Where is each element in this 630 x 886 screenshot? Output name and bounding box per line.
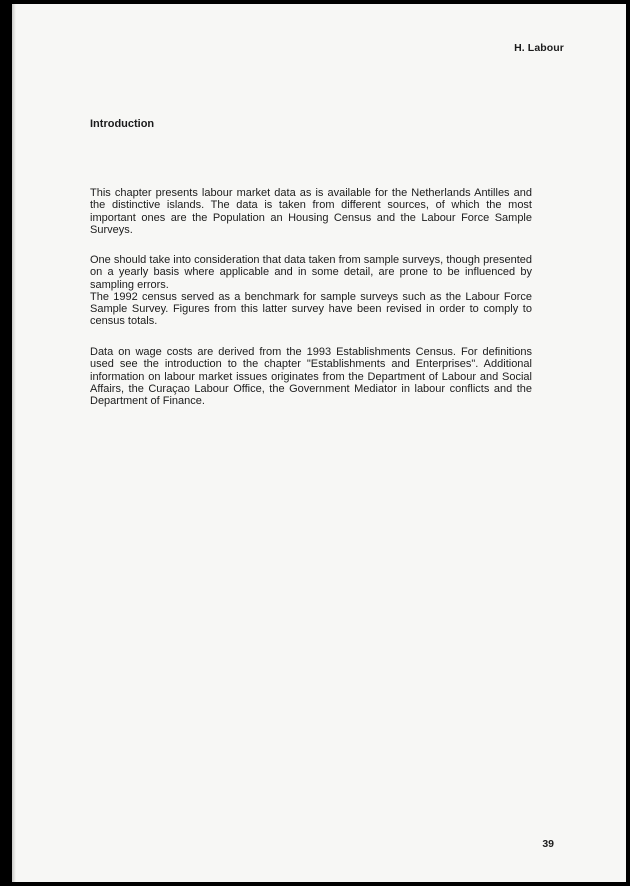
paragraph-wage-costs	[90, 346, 532, 407]
section-title: Introduction	[90, 118, 155, 130]
paragraph-text: One should take into consideration that data taken from sample surveys, though presented on a yearly basis where applicable and in some detail, are prone to be influenced by sampling errors.	[90, 254, 532, 291]
running-head: H. Labour	[514, 42, 564, 54]
paragraph-text: The 1992 census served as a benchmark for sample surveys such as the Labour Force Sample Survey. Figures from this latter survey have been revised in order to comply to census totals.	[90, 290, 532, 328]
binding-edge	[12, 4, 16, 882]
paragraph-sources	[90, 187, 532, 236]
document-page	[12, 4, 626, 882]
page-number: 39	[542, 838, 554, 850]
paragraph-sampling	[90, 254, 532, 328]
paragraph-text: Data on wage costs are derived from the 1993 Establishments Census. For definitions used see the introduction to the chapter "Establishments and Enterprises". Additional information on labour market issues originates from the Department of Labour and Social Affairs, the Curaçao Labour Office, the Government Mediator in labour conflicts and the Department of Finance.	[90, 346, 532, 408]
paragraph-text: This chapter presents labour market data as is available for the Netherlands Antilles and the distinctive islands. The data is taken from different sources, of which the most important ones are the Population an Housing Census and the Labour Force Sample Surveys.	[90, 187, 532, 236]
